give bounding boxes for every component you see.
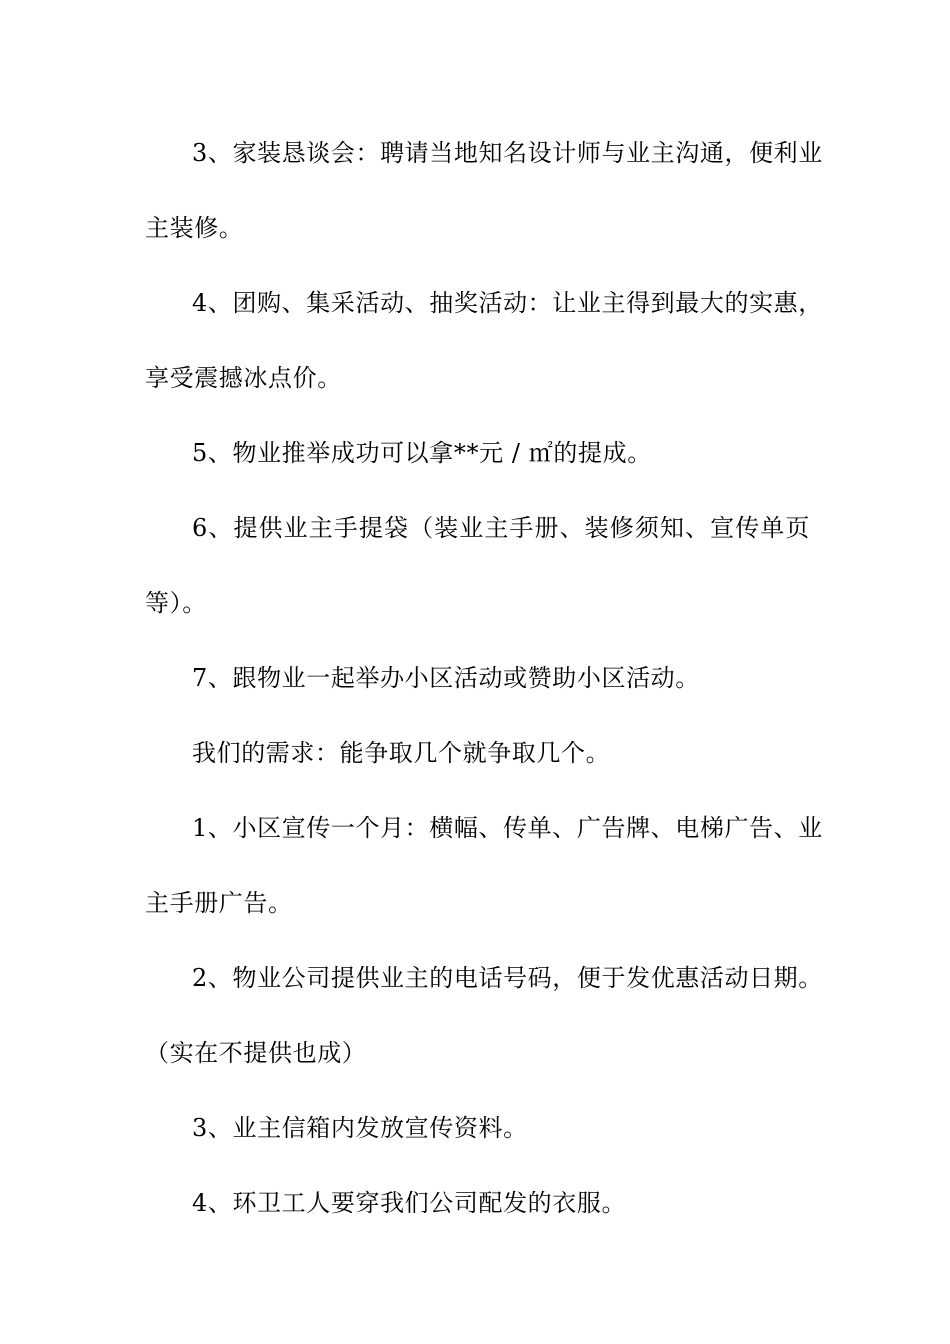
paragraph-line: 主手册广告。 bbox=[145, 889, 293, 917]
section-heading: 我们的需求：能争取几个就争取几个。 bbox=[192, 739, 611, 767]
paragraph-line: 2、物业公司提供业主的电话号码，便于发优惠活动日期。 bbox=[192, 964, 823, 992]
paragraph-line: 3、家装恳谈会：聘请当地知名设计师与业主沟通，便利业 bbox=[192, 139, 823, 167]
paragraph-line: 等）。 bbox=[145, 589, 207, 617]
paragraph-line: （实在不提供也成） bbox=[145, 1039, 367, 1067]
paragraph-line: 4、团购、集采活动、抽奖活动：让业主得到最大的实惠， bbox=[192, 289, 823, 317]
paragraph-line: 6、提供业主手提袋（装业主手册、装修须知、宣传单页 bbox=[192, 514, 810, 542]
paragraph-line: 5、物业推举成功可以拿**元 / ㎡的提成。 bbox=[192, 439, 652, 467]
paragraph-line: 主装修。 bbox=[145, 214, 244, 242]
paragraph-line: 3、业主信箱内发放宣传资料。 bbox=[192, 1114, 528, 1142]
paragraph-line: 1、小区宣传一个月：横幅、传单、广告牌、电梯广告、业 bbox=[192, 814, 823, 842]
paragraph-line: 7、跟物业一起举办小区活动或赞助小区活动。 bbox=[192, 664, 700, 692]
paragraph-line: 享受震撼冰点价。 bbox=[145, 364, 342, 392]
paragraph-line: 4、环卫工人要穿我们公司配发的衣服。 bbox=[192, 1189, 627, 1217]
